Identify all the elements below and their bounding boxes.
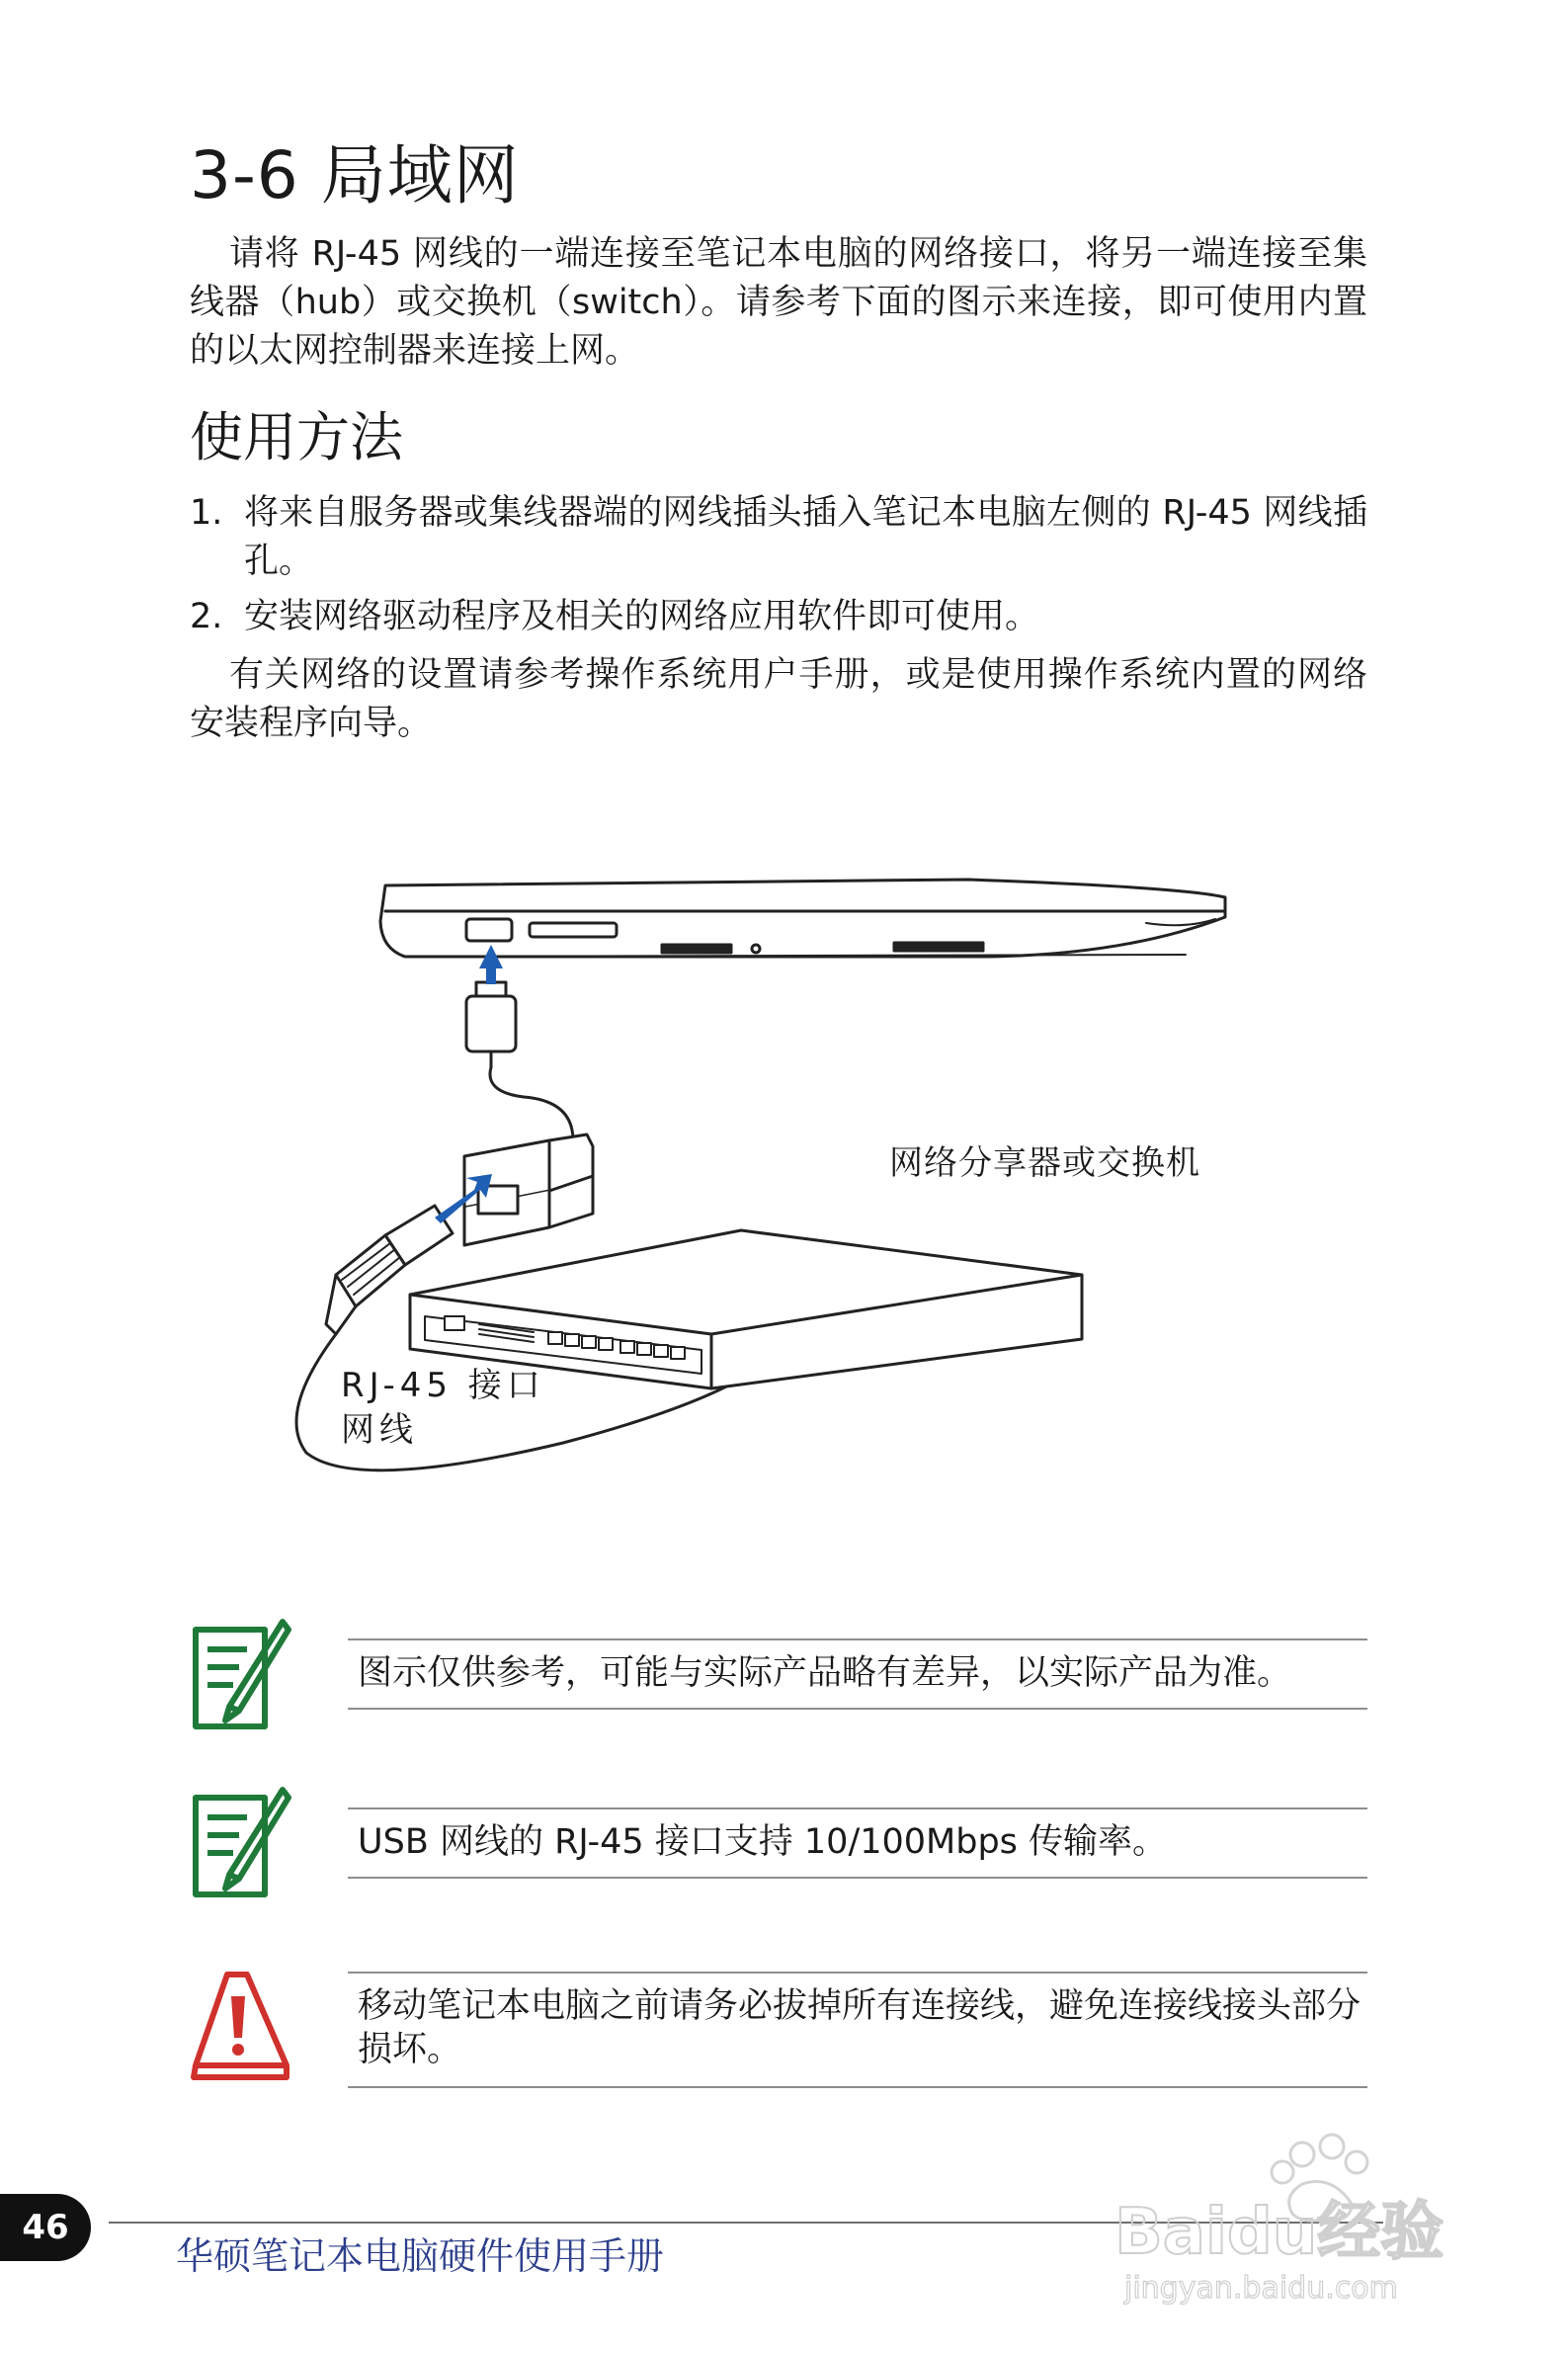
note-text: USB 网线的 RJ-45 接口支持 10/100Mbps 传输率。 [358, 1822, 1168, 1862]
warning-icon [188, 1967, 296, 2085]
step-text: 将来自服务器或集线器端的网线插头插入笔记本电脑左侧的 RJ-45 网线插孔。 [244, 493, 1367, 581]
note-box [348, 1807, 1367, 1879]
switch-label: 网络分享器或交换机 [889, 1143, 1200, 1183]
note-pen-icon [190, 1784, 292, 1902]
step-number: 1. [190, 493, 223, 533]
list-item [190, 593, 1367, 641]
laptop-illustration [380, 880, 1225, 957]
footer-title: 华硕笔记本电脑硬件使用手册 [176, 2234, 665, 2278]
list-item [190, 489, 1367, 586]
watermark-url: jingyan.baidu.com [1124, 2271, 1398, 2306]
cable-label: 网线 [341, 1410, 418, 1450]
warning-text: 移动笔记本电脑之前请务必拔掉所有连接线，避免连接线接头部分损坏。 [358, 1986, 1362, 2069]
intro-paragraph: 请将 RJ-45 网线的一端连接至笔记本电脑的网络接口，将另一端连接至集线器（hub）或交换机（switch）。请参考下面的图示来连接，即可使用内置的以太网控制器来连接上网。 [190, 234, 1367, 371]
usage-heading: 使用方法 [190, 406, 403, 468]
note-box [348, 1639, 1367, 1710]
warning-box [348, 1972, 1367, 2088]
page-number: 46 [0, 2194, 91, 2261]
note-pen-icon [190, 1616, 292, 1734]
step-text: 安装网络驱动程序及相关的网络应用软件即可使用。 [244, 597, 1040, 636]
usb-plug-illustration [466, 982, 516, 1067]
port-label: RJ-45 接口 [341, 1366, 545, 1405]
watermark-brand: Baidu经验 [1114, 2196, 1444, 2269]
note-text: 图示仅供参考，可能与实际产品略有差异，以实际产品为准。 [358, 1653, 1292, 1693]
baidu-watermark-logo [1105, 2125, 1490, 2312]
tip-paragraph: 有关网络的设置请参考操作系统用户手册，或是使用操作系统内置的网络安装程序向导。 [190, 655, 1367, 743]
section-title: 3-6 局域网 [190, 137, 520, 213]
step-number: 2. [190, 597, 223, 636]
